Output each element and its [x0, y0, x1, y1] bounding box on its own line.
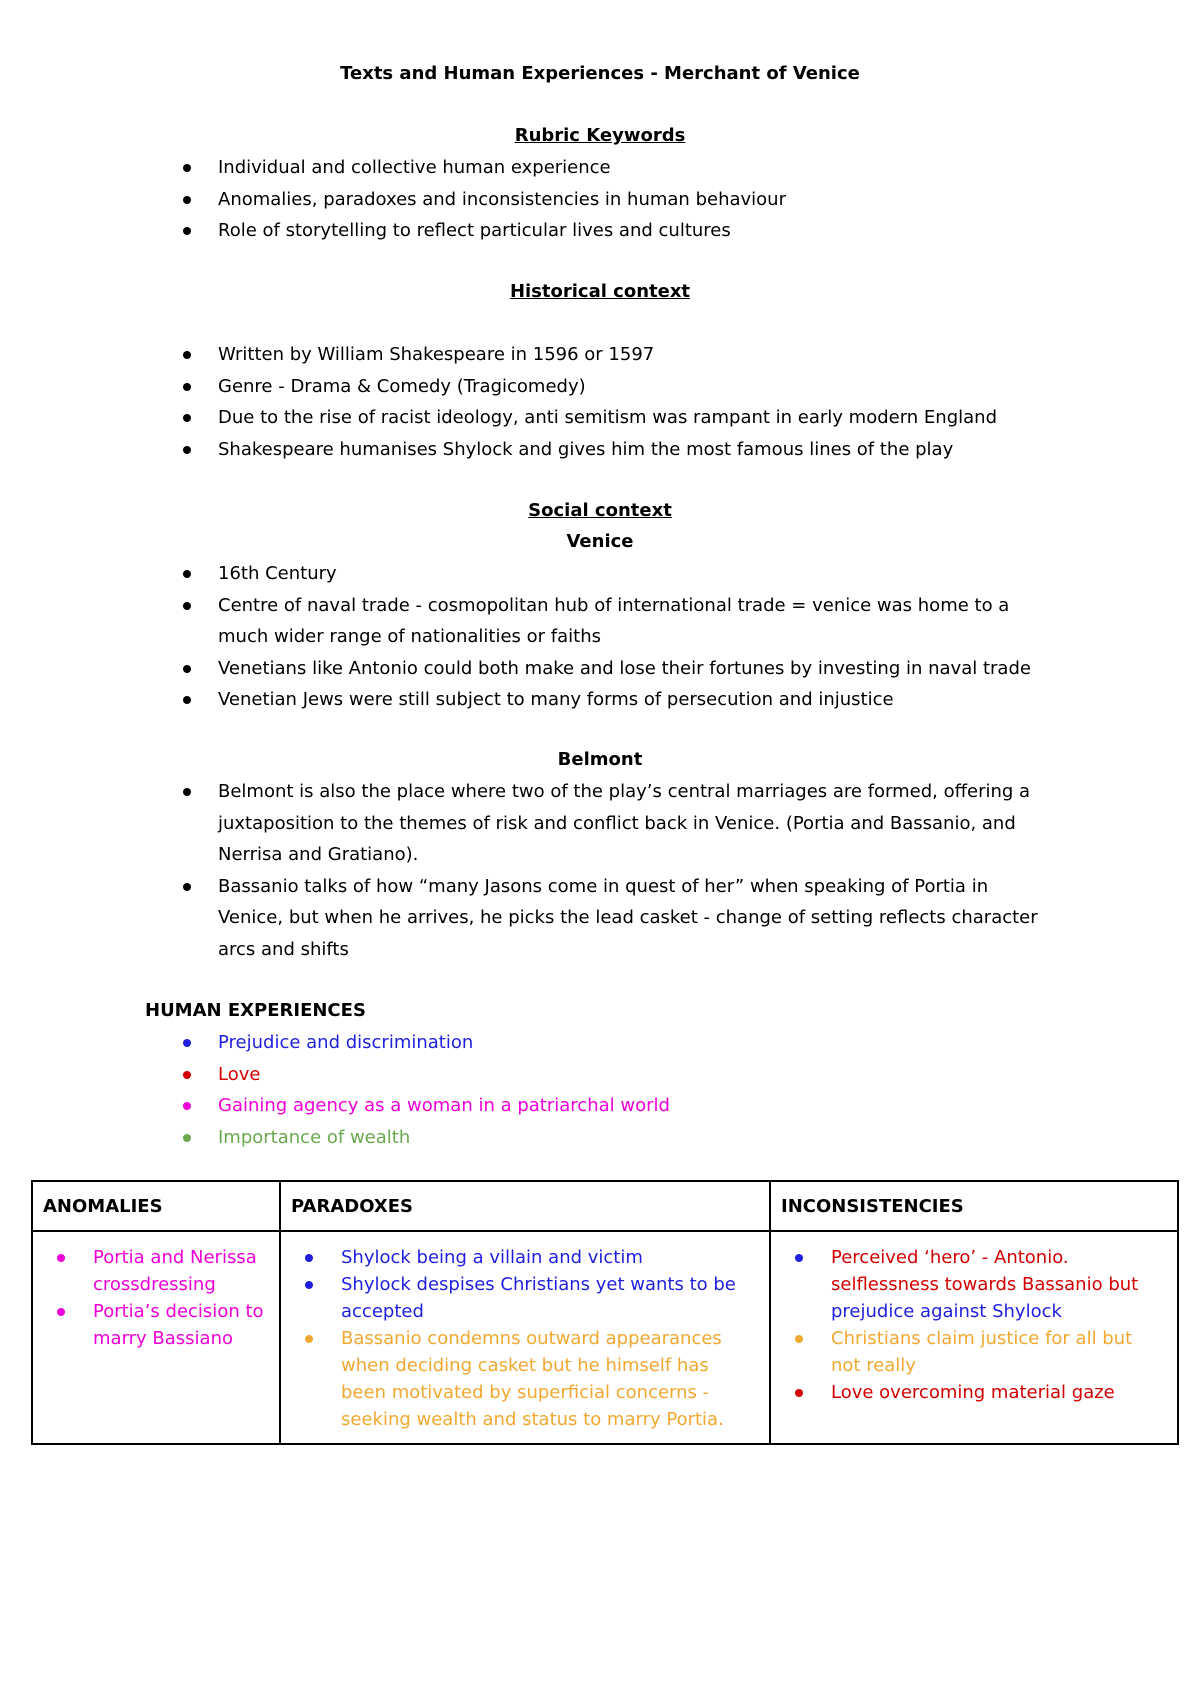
human-experiences-heading: HUMAN EXPERIENCES — [145, 1000, 366, 1021]
list-item: Genre - Drama & Comedy (Tragicomedy) — [0, 371, 1200, 403]
list-item: Bassanio talks of how “many Jasons come in quest of her” when speaking of Portia in Venice, but when he arrives, he picks the lead casket - change of setting reflects character arcs and shifts — [0, 871, 1200, 966]
list-item: Written by William Shakespeare in 1596 or 1597 — [0, 339, 1200, 371]
social-heading: Social context — [528, 500, 672, 521]
list-item: Love overcoming material gaze — [781, 1379, 1167, 1406]
bullet-icon — [183, 1039, 191, 1047]
bullet-icon — [305, 1254, 313, 1262]
bullet-icon — [57, 1308, 65, 1316]
list-item: Anomalies, paradoxes and inconsistencies in human behaviour — [0, 184, 1200, 216]
header-paradoxes: PARADOXES — [280, 1181, 770, 1231]
venice-list — [0, 558, 1200, 716]
anomalies-paradoxes-table — [31, 1180, 1179, 1445]
bullet-icon — [183, 883, 191, 891]
bullet-icon — [57, 1254, 65, 1262]
header-inconsistencies: INCONSISTENCIES — [770, 1181, 1178, 1231]
bullet-icon — [183, 1134, 191, 1142]
table-header-row — [32, 1181, 1178, 1231]
bullet-icon — [305, 1281, 313, 1289]
bullet-icon — [183, 196, 191, 204]
list-item: Portia’s decision to marry Bassiano — [43, 1298, 269, 1352]
list-item: Portia and Nerissa crossdressing — [43, 1244, 269, 1298]
bullet-icon — [183, 602, 191, 610]
bullet-icon — [183, 446, 191, 454]
bullet-icon — [795, 1389, 803, 1397]
belmont-list — [0, 776, 1200, 965]
bullet-icon — [795, 1335, 803, 1343]
bullet-icon — [183, 665, 191, 673]
list-item: Perceived ‘hero’ - Antonio. selflessness towards Bassanio but prejudice against Shylock — [781, 1244, 1167, 1325]
list-item: Prejudice and discrimination — [0, 1027, 1200, 1059]
anomalies-list — [43, 1244, 269, 1352]
anomalies-cell — [32, 1231, 280, 1444]
list-item: Christians claim justice for all but not really — [781, 1325, 1167, 1379]
list-item: Individual and collective human experience — [0, 152, 1200, 184]
bullet-icon — [183, 570, 191, 578]
list-item: Love — [0, 1059, 1200, 1091]
list-item: Due to the rise of racist ideology, anti semitism was rampant in early modern England — [0, 402, 1200, 434]
list-item: Importance of wealth — [0, 1122, 1200, 1154]
list-item: Role of storytelling to reflect particular lives and cultures — [0, 215, 1200, 247]
historical-list — [0, 339, 1200, 465]
historical-heading: Historical context — [509, 281, 691, 302]
list-item: Shakespeare humanises Shylock and gives him the most famous lines of the play — [0, 434, 1200, 466]
list-item: Shylock despises Christians yet wants to be accepted — [291, 1271, 759, 1325]
list-item: 16th Century — [0, 558, 1200, 590]
bullet-icon — [183, 351, 191, 359]
human-experiences-list — [0, 1027, 1200, 1153]
list-item: Belmont is also the place where two of the play’s central marriages are formed, offering a juxtaposition to the themes of risk and conflict back in Venice. (Portia and Bassanio, and Nerrisa and Gratiano). — [0, 776, 1200, 871]
rubric-list — [0, 152, 1200, 247]
venice-heading: Venice — [566, 531, 634, 552]
rubric-heading: Rubric Keywords — [514, 125, 686, 146]
header-anomalies: ANOMALIES — [32, 1181, 280, 1231]
table-row — [32, 1231, 1178, 1444]
bullet-icon — [183, 383, 191, 391]
bullet-icon — [183, 788, 191, 796]
list-item: Bassanio condemns outward appearances when deciding casket but he himself has been motivated by superficial concerns - seeking wealth and status to marry Portia. — [291, 1325, 759, 1433]
list-item: Centre of naval trade - cosmopolitan hub of international trade = venice was home to a much wider range of nationalities or faiths — [0, 590, 1200, 653]
belmont-heading: Belmont — [557, 749, 643, 770]
bullet-icon — [795, 1254, 803, 1262]
bullet-icon — [305, 1335, 313, 1343]
inconsistencies-cell — [770, 1231, 1178, 1444]
bullet-icon — [183, 164, 191, 172]
list-item: Venetians like Antonio could both make and lose their fortunes by investing in naval trade — [0, 653, 1200, 685]
list-item: Gaining agency as a woman in a patriarchal world — [0, 1090, 1200, 1122]
paradoxes-list — [291, 1244, 759, 1433]
bullet-icon — [183, 1102, 191, 1110]
paradoxes-cell — [280, 1231, 770, 1444]
bullet-icon — [183, 696, 191, 704]
bullet-icon — [183, 1071, 191, 1079]
list-item: Venetian Jews were still subject to many forms of persecution and injustice — [0, 684, 1200, 716]
document-title: Texts and Human Experiences - Merchant of Venice — [340, 63, 860, 84]
list-item: Shylock being a villain and victim — [291, 1244, 759, 1271]
bullet-icon — [183, 227, 191, 235]
inconsistencies-list — [781, 1244, 1167, 1406]
bullet-icon — [183, 414, 191, 422]
